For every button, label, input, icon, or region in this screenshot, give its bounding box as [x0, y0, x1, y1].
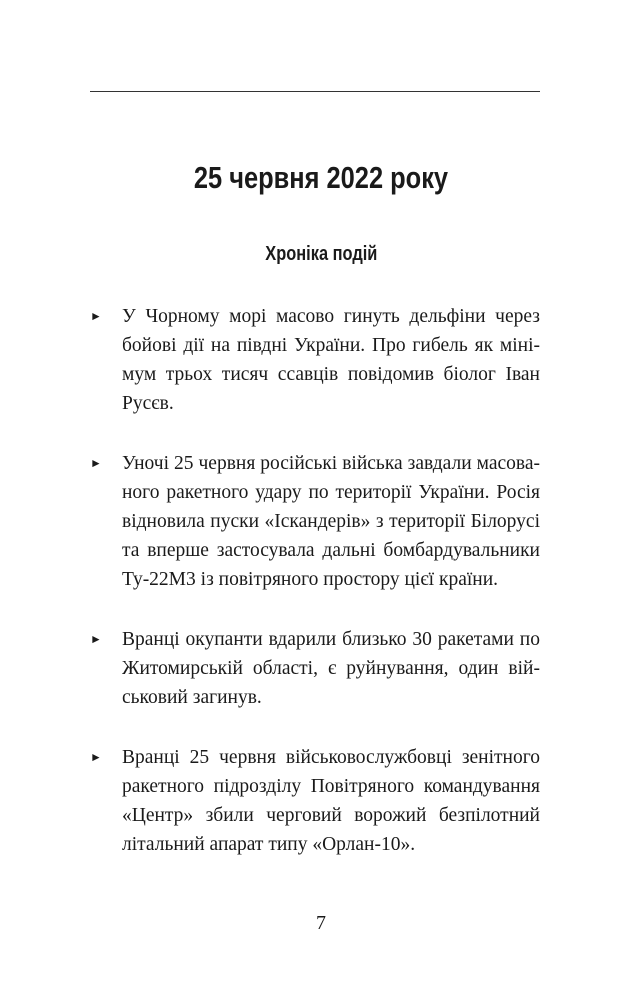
text-line: Вранці окупанти вдарили близько 30 ракетами по	[122, 629, 540, 650]
text-line: ракетного підрозділу Повітряного командування	[122, 776, 540, 797]
bullet-pointer-icon: ►	[90, 309, 102, 323]
text-line: У Чорному морі масово гинуть дельфіни через	[122, 306, 540, 327]
text-line: літальний апарат типу «Орлан-10».	[122, 834, 416, 855]
text-line: відновила пуски «Іскандерів» з території Білорусі	[122, 511, 540, 532]
page-title-text: 25 червня 2022 року	[193, 160, 449, 195]
text-line: Русєв.	[122, 393, 174, 414]
list-item	[90, 449, 540, 594]
page-title	[0, 158, 642, 198]
header-rule	[90, 91, 540, 92]
bullet-pointer-icon: ►	[90, 750, 102, 764]
list-item	[90, 743, 540, 859]
bullet-pointer-icon: ►	[90, 632, 102, 646]
list-item	[90, 302, 540, 418]
section-subtitle-text: Хроніка подій	[264, 243, 378, 265]
bullet-pointer-icon: ►	[90, 456, 102, 470]
text-line: бойові дії на півдні України. Про гибель як міні-	[122, 335, 540, 356]
text-line: мум трьох тисяч ссавців повідомив біолог Іван	[122, 364, 540, 385]
text-line: ськовий загинув.	[122, 687, 262, 708]
text-line: та вперше застосувала дальні бомбардувальники	[122, 540, 540, 561]
page-number: 7	[316, 912, 326, 934]
text-line: Уночі 25 червня російські війська завдали масова-	[122, 453, 540, 474]
text-line: «Центр» збили черговий ворожий безпілотний	[122, 805, 540, 826]
text-line: Житомирській області, є руйнування, один вій-	[122, 658, 540, 679]
section-subtitle	[0, 241, 642, 267]
text-line: ного ракетного удару по території України. Росія	[122, 482, 540, 503]
list-item	[90, 625, 540, 712]
text-line: Ту-22М3 із повітряного простору цієї країни.	[122, 569, 499, 590]
text-line: Вранці 25 червня військовослужбовці зенітного	[122, 747, 540, 768]
